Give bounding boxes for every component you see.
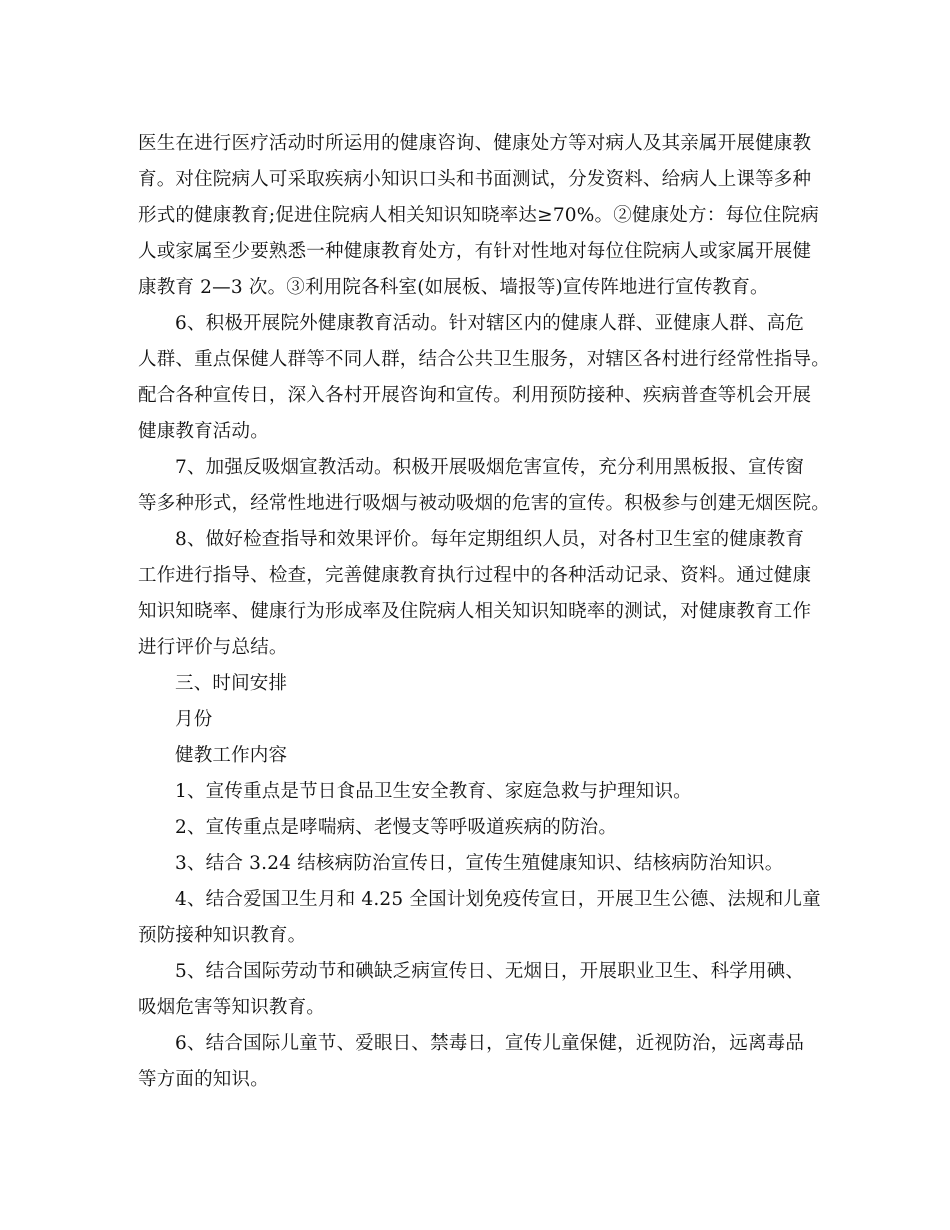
table-header-content: 健教工作内容 [175, 745, 288, 766]
paragraph-start-line: 1、宣传重点是节日食品卫生安全教育、家庭急救与护理知识。 [175, 781, 692, 802]
paragraph-start-line: 8、做好检查指导和效果评价。每年定期组织人员，对各村卫生室的健康教育 [175, 529, 805, 550]
text-line: 进行评价与总结。 [138, 637, 288, 658]
text-line: 人群、重点保健人群等不同人群，结合公共卫生服务，对辖区各村进行经常性指导。 [138, 349, 830, 370]
paragraph-start-line: 3、结合 3.24 结核病防治宣传日，宣传生殖健康知识、结核病防治知识。 [175, 853, 784, 874]
text-line: 知识知晓率、健康行为形成率及住院病人相关知识知晓率的测试，对健康教育工作 [138, 601, 812, 622]
paragraph-start-line: 4、结合爱国卫生月和 4.25 全国计划免疫传宣日，开展卫生公德、法规和儿童 [175, 889, 821, 910]
paragraph-start-line: 2、宣传重点是哮喘病、老慢支等呼吸道疾病的防治。 [175, 817, 618, 838]
text-line: 医生在进行医疗活动时所运用的健康咨询、健康处方等对病人及其亲属开展健康教 [138, 133, 812, 154]
text-line: 育。对住院病人可采取疾病小知识口头和书面测试，分发资料、给病人上课等多种 [138, 169, 812, 190]
paragraph-start-line: 6、结合国际儿童节、爱眼日、禁毒日，宣传儿童保健，近视防治，远离毒品 [175, 1033, 805, 1054]
section-heading: 三、时间安排 [175, 673, 288, 694]
text-line: 等多种形式，经常性地进行吸烟与被动吸烟的危害的宣传。积极参与创建无烟医院。 [138, 493, 830, 514]
text-line: 健康教育活动。 [138, 421, 269, 442]
paragraph-start-line: 7、加强反吸烟宣教活动。积极开展吸烟危害宣传，充分利用黑板报、宣传窗 [175, 457, 805, 478]
paragraph-start-line: 5、结合国际劳动节和碘缺乏病宣传日、无烟日，开展职业卫生、科学用碘、 [175, 961, 805, 982]
text-line: 工作进行指导、检查，完善健康教育执行过程中的各种活动记录、资料。通过健康 [138, 565, 812, 586]
table-header-month: 月份 [175, 709, 213, 730]
paragraph-start-line: 6、积极开展院外健康教育活动。针对辖区内的健康人群、亚健康人群、高危 [175, 313, 805, 334]
text-line: 等方面的知识。 [138, 1069, 269, 1090]
text-line: 预防接种知识教育。 [138, 925, 307, 946]
text-line: 形式的健康教育;促进住院病人相关知识知晓率达≥70%。②健康处方：每位住院病 [138, 205, 819, 226]
text-line: 配合各种宣传日，深入各村开展咨询和宣传。利用预防接种、疾病普查等机会开展 [138, 385, 812, 406]
text-line: 人或家属至少要熟悉一种健康教育处方，有针对性地对每位住院病人或家属开展健 [138, 241, 812, 262]
text-line: 吸烟危害等知识教育。 [138, 997, 326, 1018]
text-line: 康教育 2—3 次。③利用院各科室(如展板、墙报等)宣传阵地进行宣传教育。 [138, 277, 769, 298]
document-page [138, 126, 828, 1098]
